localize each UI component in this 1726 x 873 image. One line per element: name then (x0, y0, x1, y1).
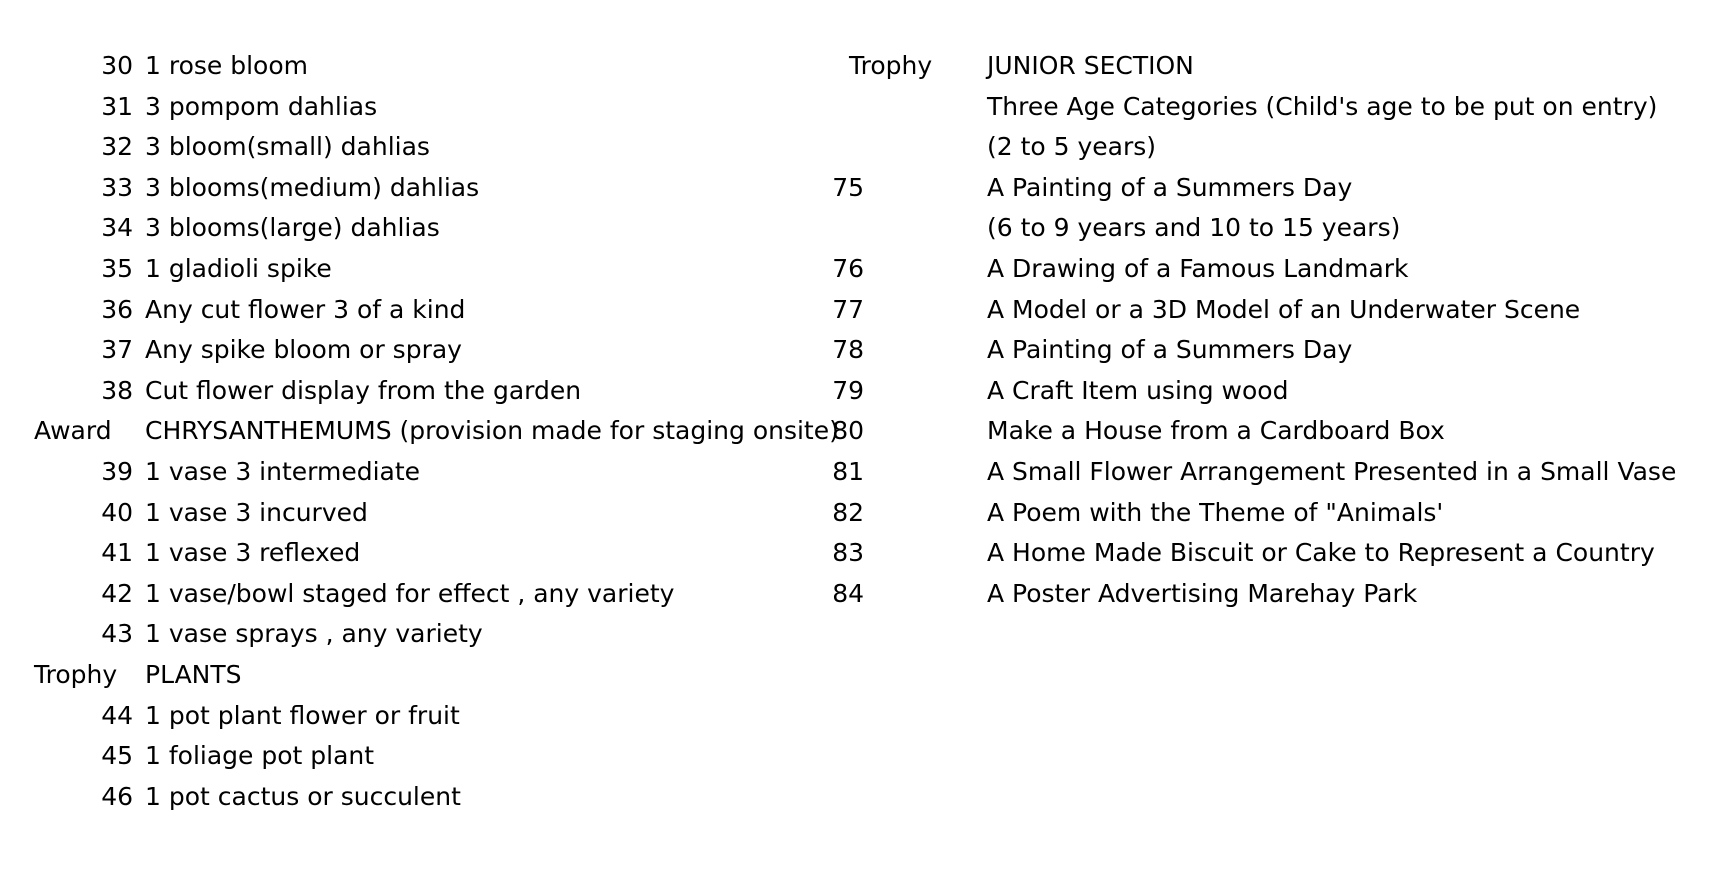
class-description: 1 gladioli spike (145, 253, 332, 283)
class-description: 1 vase/bowl staged for effect , any variety (145, 578, 675, 608)
class-description: A Painting of a Summers Day (987, 172, 1353, 202)
section-heading-row (840, 46, 1726, 87)
class-number: 76 (832, 253, 864, 283)
list-item (832, 249, 1726, 290)
class-description: (6 to 9 years and 10 to 15 years) (987, 213, 1401, 243)
list-item (0, 330, 840, 371)
award-label: Award (34, 416, 112, 446)
class-description: Cut flower display from the garden (145, 375, 582, 405)
class-description: 3 blooms(large) dahlias (145, 213, 440, 243)
class-description: 3 blooms(medium) dahlias (145, 172, 480, 202)
class-number: 84 (832, 578, 864, 608)
class-description: A Painting of a Summers Day (987, 335, 1353, 365)
class-number: 32 (101, 132, 133, 162)
class-number: 34 (101, 213, 133, 243)
class-description: A Craft Item using wood (987, 375, 1289, 405)
list-item (0, 696, 840, 737)
class-number: 82 (832, 497, 864, 527)
class-description: Any spike bloom or spray (145, 335, 462, 365)
list-item (0, 127, 840, 168)
class-description: A Poster Advertising Marehay Park (987, 578, 1418, 608)
class-number: 44 (101, 700, 133, 730)
list-item (0, 46, 840, 87)
class-description: 1 vase sprays , any variety (145, 619, 483, 649)
list-item (0, 168, 840, 209)
list-item (832, 411, 1726, 452)
class-description: 3 pompom dahlias (145, 91, 378, 121)
list-item (0, 371, 840, 412)
class-number: 77 (832, 294, 864, 324)
class-number: 45 (101, 741, 133, 771)
list-item (0, 736, 840, 777)
list-item (832, 371, 1726, 412)
class-number: 36 (101, 294, 133, 324)
class-number: 33 (101, 172, 133, 202)
class-number: 75 (832, 172, 864, 202)
list-item (832, 330, 1726, 371)
list-item (0, 87, 840, 128)
list-item (0, 574, 840, 615)
class-number: 80 (832, 416, 864, 446)
class-number: 79 (832, 375, 864, 405)
class-description: A Poem with the Theme of "Animals' (987, 497, 1444, 527)
class-number: 81 (832, 456, 864, 486)
class-number: 42 (101, 578, 133, 608)
section-heading-row (0, 655, 840, 696)
list-item (0, 493, 840, 534)
list-item (832, 533, 1726, 574)
class-number: 43 (101, 619, 133, 649)
class-description: 1 vase 3 incurved (145, 497, 368, 527)
list-item (832, 290, 1726, 331)
list-item (0, 777, 840, 818)
class-number: 78 (832, 335, 864, 365)
class-number: 41 (101, 538, 133, 568)
list-item (832, 452, 1726, 493)
class-description: Make a House from a Cardboard Box (987, 416, 1445, 446)
list-item (0, 452, 840, 493)
class-description: A Small Flower Arrangement Presented in a Small Vase (987, 456, 1677, 486)
list-item (840, 208, 1726, 249)
list-item (832, 168, 1726, 209)
award-label: Trophy (849, 51, 933, 80)
list-item (0, 533, 840, 574)
class-description: 1 foliage pot plant (145, 741, 375, 771)
class-description: 1 pot cactus or succulent (145, 781, 461, 811)
class-number: 30 (101, 51, 133, 80)
class-description: 1 rose bloom (145, 51, 308, 80)
class-description: (2 to 5 years) (987, 132, 1157, 162)
class-description: A Model or a 3D Model of an Underwater Scene (987, 294, 1581, 324)
list-item (0, 614, 840, 655)
section-heading: CHRYSANTHEMUMS (provision made for staging onsite) (145, 416, 839, 446)
class-number: 39 (101, 456, 133, 486)
class-description: Three Age Categories (Child's age to be put on entry) (987, 91, 1658, 121)
list-item (832, 493, 1726, 534)
right-column (832, 46, 1726, 614)
list-item (840, 127, 1726, 168)
class-description: Any cut flower 3 of a kind (145, 294, 466, 324)
class-description: 1 pot plant flower or fruit (145, 700, 460, 730)
class-number: 37 (101, 335, 133, 365)
class-description: A Home Made Biscuit or Cake to Represent a Country (987, 538, 1655, 568)
class-number: 40 (101, 497, 133, 527)
list-item (840, 87, 1726, 128)
class-number: 35 (101, 253, 133, 283)
award-label: Trophy (34, 659, 118, 689)
section-heading: JUNIOR SECTION (987, 51, 1194, 80)
list-item (0, 249, 840, 290)
left-column (0, 46, 840, 817)
class-description: 1 vase 3 reflexed (145, 538, 361, 568)
list-item (0, 290, 840, 331)
section-heading-row (0, 411, 840, 452)
list-item (832, 574, 1726, 615)
class-description: A Drawing of a Famous Landmark (987, 253, 1409, 283)
class-number: 31 (101, 91, 133, 121)
class-description: 3 bloom(small) dahlias (145, 132, 430, 162)
section-heading: PLANTS (145, 659, 242, 689)
class-description: 1 vase 3 intermediate (145, 456, 421, 486)
class-number: 38 (101, 375, 133, 405)
list-item (0, 208, 840, 249)
class-number: 83 (832, 538, 864, 568)
class-number: 46 (101, 781, 133, 811)
